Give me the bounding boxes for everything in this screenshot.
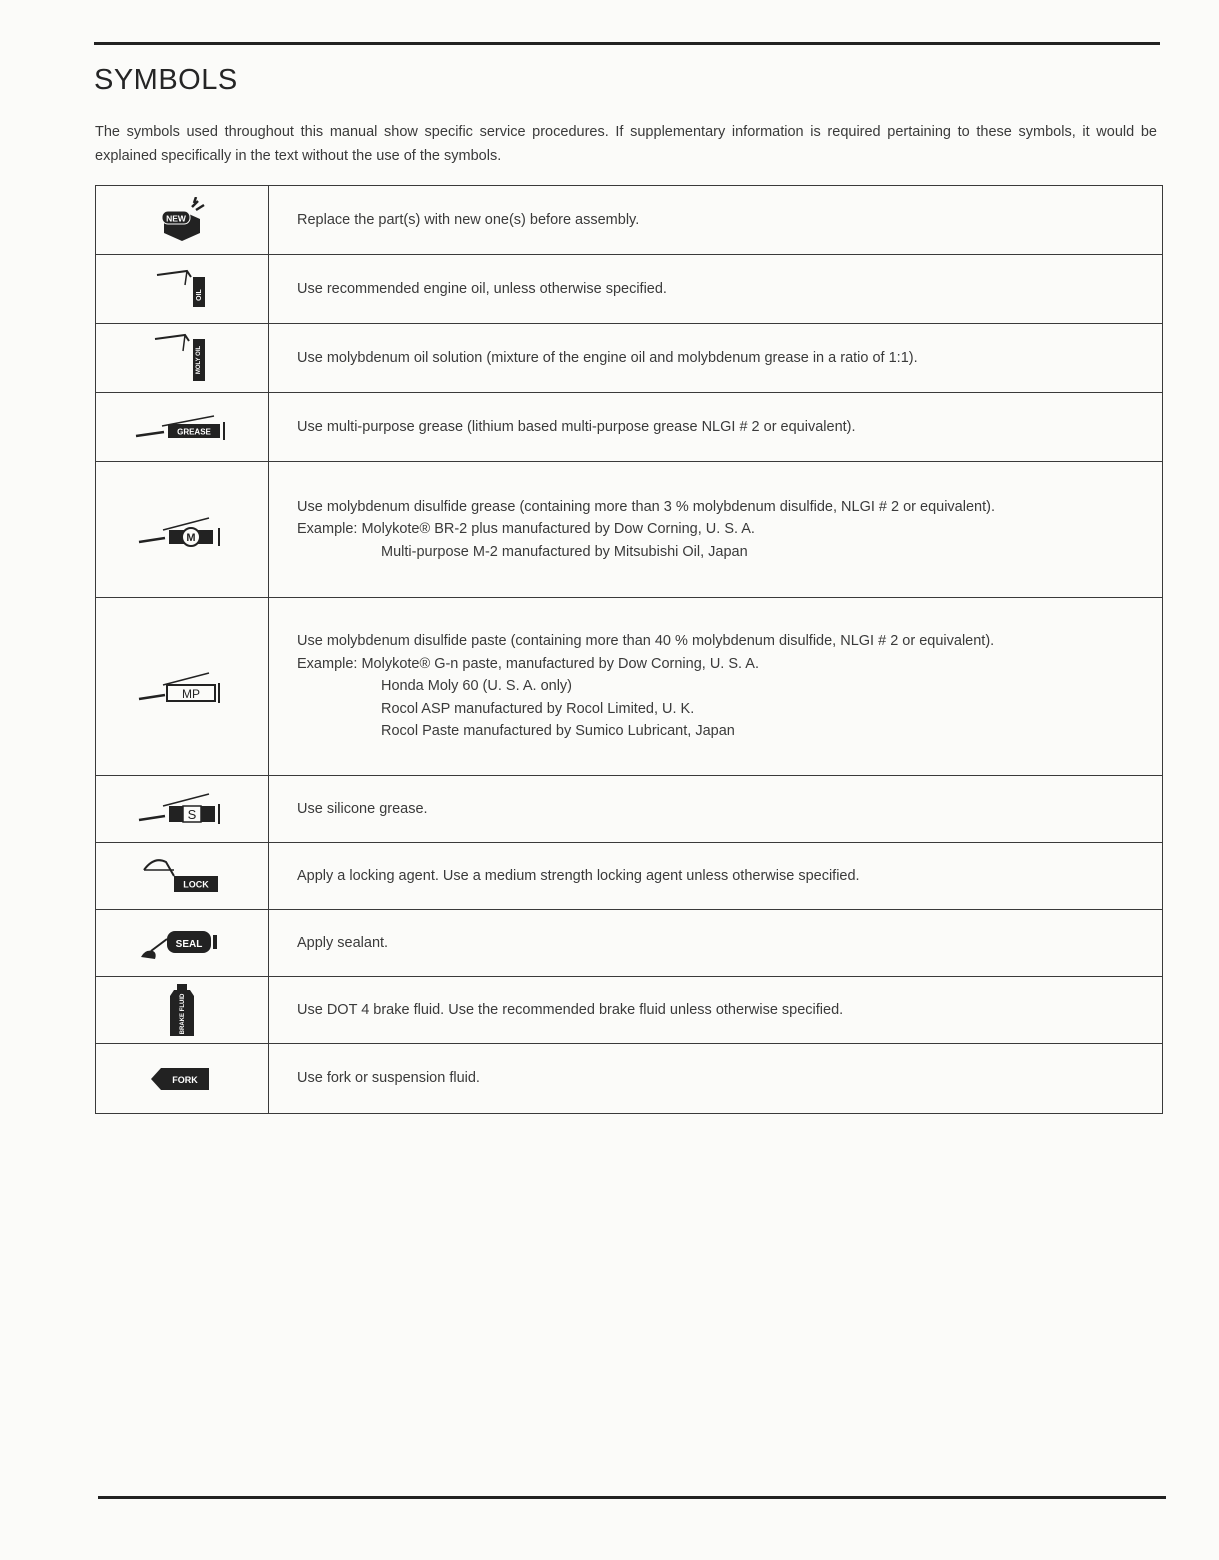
description-line: Use fork or suspension fluid. [297,1070,480,1087]
description-line: Use DOT 4 brake fluid. Use the recommended brake fluid unless otherwise specified. [297,1001,844,1018]
icon-label: S [187,807,197,822]
icon-label: SEAL [175,939,203,950]
icon-cell [96,776,269,843]
icon-label: GREASE [177,427,211,437]
table-row [96,776,1163,843]
table-row [96,843,1163,910]
table-row [96,186,1163,255]
icon-label: FORK [172,1074,198,1085]
table-row [96,1044,1163,1114]
icon-label: NEW [166,213,186,224]
icon-cell [96,186,269,255]
symbol-description [269,186,1163,255]
top-rule [94,42,1160,45]
description-line: Apply sealant. [297,934,389,951]
icon-label: MP [182,686,200,701]
description-line: Rocol ASP manufactured by Rocol Limited, U. K. [381,700,695,717]
bottom-rule [98,1496,1166,1499]
icon-cell [96,910,269,977]
moly-oil-icon [147,331,217,385]
description-line: Use molybdenum disulfide paste (containing more than 40 % molybdenum disulfide, NLGI # 2 or equivalent). [297,633,995,650]
icon-label: M [186,531,196,544]
icon-label: MOLY OIL [196,345,202,375]
brake-fluid-icon [162,982,202,1038]
engine-oil-icon [147,267,217,311]
table-row [96,598,1163,776]
symbol-description [269,776,1163,843]
icon-label: BRAKE FLUID [180,993,186,1035]
symbol-description [269,598,1163,776]
icon-cell [96,393,269,462]
icon-cell [96,977,269,1044]
new-part-icon [152,197,212,243]
description-line: Example: Molykote® BR-2 plus manufactured by Dow Corning, U. S. A. [297,521,755,538]
symbol-description [269,255,1163,324]
description-line: Honda Moly 60 (U. S. A. only) [381,678,572,695]
description-line: Use molybdenum disulfide grease (containing more than 3 % molybdenum disulfide, NLGI # 2 or equivalent). [297,498,995,515]
moly-paste-icon [137,667,227,707]
description-line: Replace the part(s) with new one(s) before assembly. [297,211,640,228]
description-line: Use silicone grease. [297,800,428,817]
symbol-description [269,462,1163,598]
symbol-description [269,910,1163,977]
symbols-table [95,185,1163,1114]
symbol-description [269,324,1163,393]
moly-grease-icon [137,510,227,550]
icon-cell [96,462,269,598]
icon-cell [96,255,269,324]
symbol-description [269,393,1163,462]
icon-cell [96,598,269,776]
description-line: Rocol Paste manufactured by Sumico Lubricant, Japan [381,723,735,740]
symbol-description [269,1044,1163,1114]
description-line: Use recommended engine oil, unless otherwise specified. [297,280,667,297]
table-row [96,462,1163,598]
table-row [96,910,1163,977]
description-line: Use multi-purpose grease (lithium based multi-purpose grease NLGI # 2 or equivalent). [297,418,856,435]
intro-paragraph: The symbols used throughout this manual show specific service procedures. If supplementary information is required pertaining to these symbols, it would be explained specifically in the text without the use of the symbols. [95,124,1157,164]
table-row [96,977,1163,1044]
icon-label: LOCK [183,879,209,890]
description-line: Use molybdenum oil solution (mixture of the engine oil and molybdenum grease in a ratio of 1:1). [297,349,918,366]
icon-cell [96,1044,269,1114]
description-line: Apply a locking agent. Use a medium strength locking agent unless otherwise specified. [297,867,860,884]
silicone-grease-icon [137,790,227,828]
table-row [96,255,1163,324]
sealant-icon [137,923,227,963]
page-title: SYMBOLS [94,64,238,96]
icon-cell [96,843,269,910]
grease-icon [134,410,230,444]
description-line: Example: Molykote® G-n paste, manufactured by Dow Corning, U. S. A. [297,655,759,672]
fork-fluid-icon [147,1064,217,1094]
table-row [96,393,1163,462]
symbol-description [269,843,1163,910]
description-line: Multi-purpose M-2 manufactured by Mitsubishi Oil, Japan [381,543,748,560]
locking-agent-icon [140,856,224,896]
icon-cell [96,324,269,393]
symbol-description [269,977,1163,1044]
table-row [96,324,1163,393]
icon-label: OIL [196,289,203,301]
